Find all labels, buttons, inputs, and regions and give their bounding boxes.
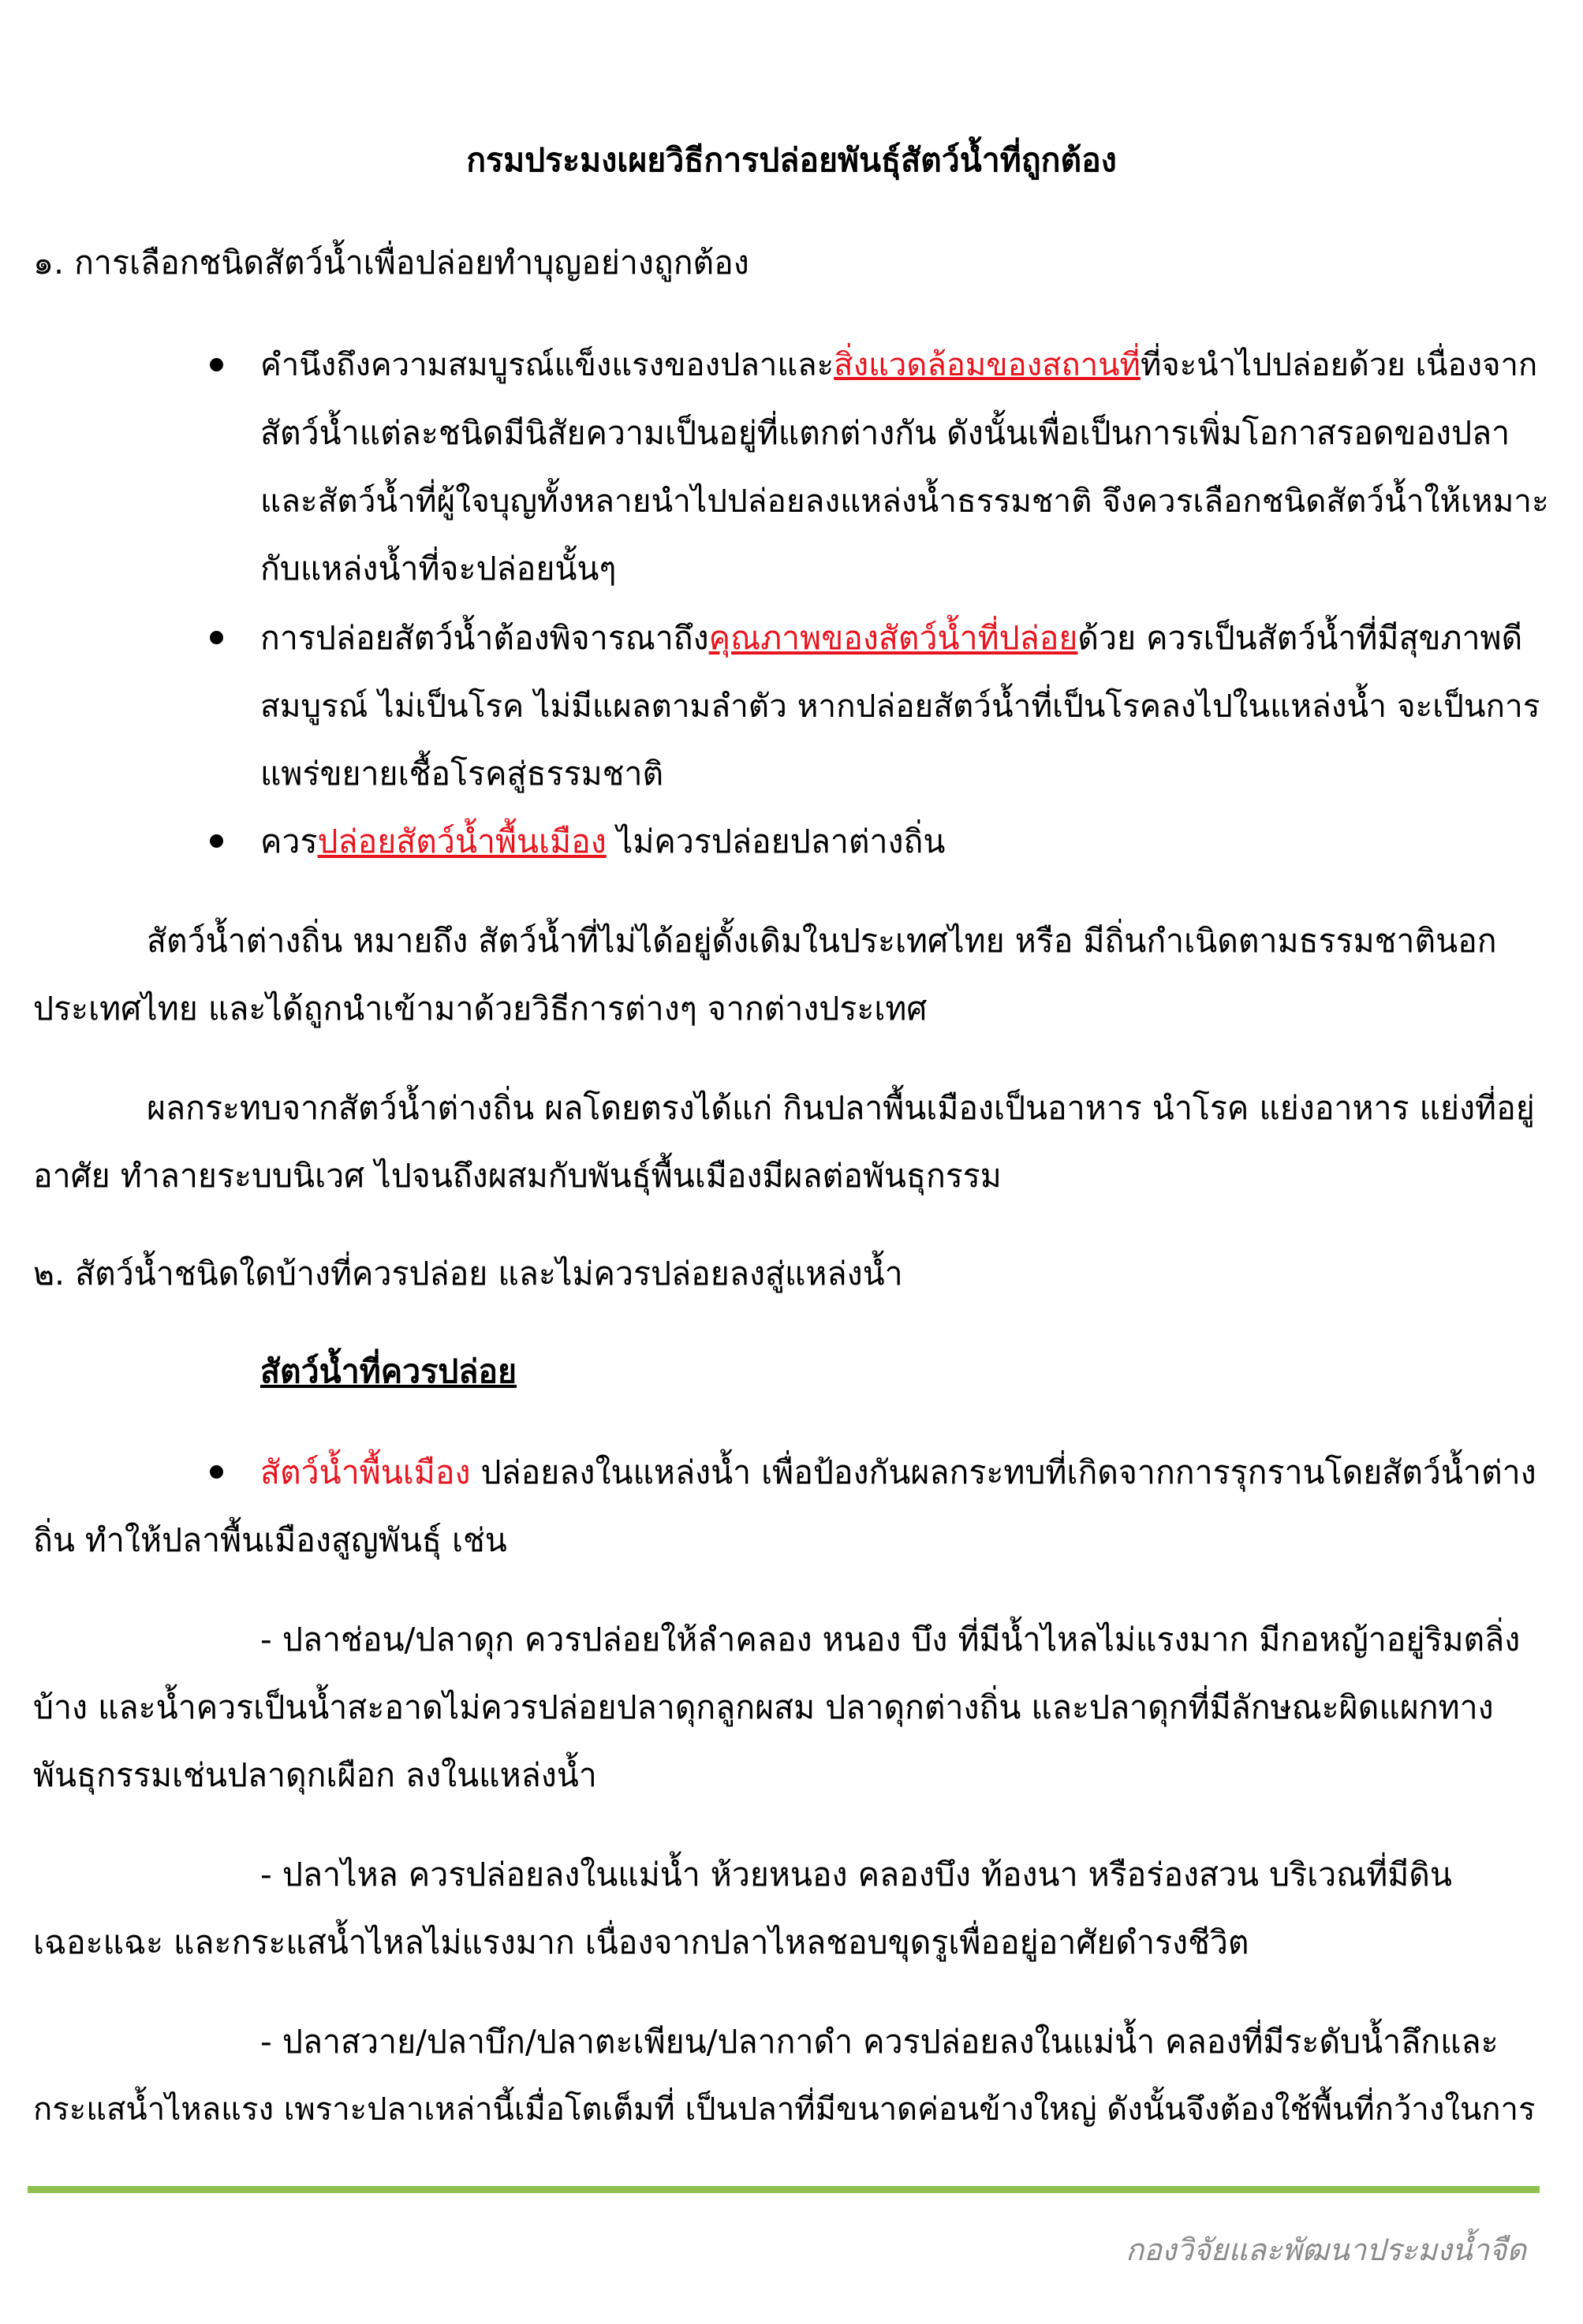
native-bullet-line-2: ถิ่น ทำให้ปลาพื้นเมืองสูญพันธุ์ เช่น — [33, 1521, 507, 1559]
text: ไม่ควรปล่อยปลาต่างถิ่น — [606, 823, 946, 860]
text: ควร — [260, 823, 318, 860]
item-3-line-1: - ปลาสวาย/ปลาบึก/ปลาตะเพียน/ปลากาดำ ควรปล่อยลงในแม่น้ำ คลองที่มีระดับน้ำลึกและ — [260, 2023, 1499, 2061]
paragraph-1-line-2: ประเทศไทย และได้ถูกนำเข้ามาด้วยวิธีการต่างๆ จากต่างประเทศ — [33, 990, 928, 1028]
bullet-2-line-3: แพร่ขยายเชื้อโรคสู่ธรรมชาติ — [260, 755, 664, 793]
bullet-1-line-2: สัตว์น้ำแต่ละชนิดมีนิสัยความเป็นอยู่ที่แตกต่างกัน ดังนั้นเพื่อเป็นการเพิ่มโอกาสรอดของปลา — [260, 414, 1510, 452]
paragraph-1-line-1: สัตว์น้ำต่างถิ่น หมายถึง สัตว์น้ำที่ไม่ได้อยู่ดั้งเดิมในประเทศไทย หรือ มีถิ่นกำเนิดตามธรรมชาตินอก — [147, 922, 1497, 960]
bullet-dot — [210, 1465, 223, 1479]
footer-department: กองวิจัยและพัฒนาประมงน้ำจืด — [1126, 2233, 1526, 2267]
bullet-1-line-1 — [260, 331, 1537, 399]
bullet-1-line-4: กับแหล่งน้ำที่จะปล่อยนั้นๆ — [260, 550, 617, 588]
quality-link[interactable]: คุณภาพของสัตว์น้ำที่ปล่อย — [708, 619, 1078, 657]
bullet-dot — [210, 358, 223, 371]
native-species-link[interactable]: ปล่อยสัตว์น้ำพื้นเมือง — [317, 823, 607, 860]
item-1-line-1: - ปลาช่อน/ปลาดุก ควรปล่อยให้ลำคลอง หนอง บึง ที่มีน้ำไหลไม่แรงมาก มีกอหญ้าอยู่ริมตลิ่ง — [260, 1621, 1521, 1658]
item-2-line-2: เฉอะแฉะ และกระแสน้ำไหลไม่แรงมาก เนื่องจากปลาไหลชอบขุดรูเพื่ออยู่อาศัยดำรงชีวิต — [33, 1923, 1249, 1961]
text: ด้วย ควรเป็นสัตว์น้ำที่มีสุขภาพดี — [1077, 619, 1523, 657]
item-1-line-2: บ้าง และน้ำควรเป็นน้ำสะอาดไม่ควรปล่อยปลาดุกลูกผสม ปลาดุกต่างถิ่น และปลาดุกที่มีลักษณะผิดแผกทาง — [33, 1688, 1494, 1726]
environment-link[interactable]: สิ่งแวดล้อมของสถานที่ — [834, 347, 1141, 383]
section-1-heading: ๑. การเลือกชนิดสัตว์น้ำเพื่อปล่อยทำบุญอย่างถูกต้อง — [33, 244, 749, 282]
document-title: กรมประมงเผยวิธีการปล่อยพันธุ์สัตว์น้ำที่ถูกต้อง — [466, 141, 1117, 179]
item-3-line-2: กระแสน้ำไหลแรง เพราะปลาเหล่านี้เมื่อโตเต็มที่ เป็นปลาที่มีขนาดค่อนข้างใหญ่ ดังนั้นจึงต้องใช้พื้นที่กว้างในการ — [33, 2091, 1536, 2128]
section-2-subheading: สัตว์น้ำที่ควรปล่อย — [260, 1352, 517, 1390]
text: ปล่อยลงในแหล่งน้ำ เพื่อป้องกันผลกระทบที่เกิดจากการรุกรานโดยสัตว์น้ำต่าง — [470, 1453, 1536, 1491]
bullet-3-line-1 — [260, 808, 945, 875]
section-2-heading: ๒. สัตว์น้ำชนิดใดบ้างที่ควรปล่อย และไม่ควรปล่อยลงสู่แหล่งน้ำ — [33, 1255, 903, 1293]
footer-rule — [28, 2186, 1540, 2193]
item-2-line-1: - ปลาไหล ควรปล่อยลงในแม่น้ำ ห้วยหนอง คลองบึง ท้องนา หรือร่องสวน บริเวณที่มีดิน — [260, 1856, 1452, 1893]
text: คำนึงถึงความสมบูรณ์แข็งแรงของปลาและ — [260, 347, 834, 383]
bullet-dot — [210, 631, 223, 644]
paragraph-2-line-1: ผลกระทบจากสัตว์น้ำต่างถิ่น ผลโดยตรงได้แก่ กินปลาพื้นเมืองเป็นอาหาร นำโรค แย่งอาหาร แย่งที่อยู่ — [147, 1089, 1535, 1127]
bullet-2-line-1 — [260, 604, 1522, 672]
native-species-label: สัตว์น้ำพื้นเมือง — [260, 1453, 471, 1491]
text: การปล่อยสัตว์น้ำต้องพิจารณาถึง — [260, 619, 709, 657]
text: ที่จะนำไปปล่อยด้วย เนื่องจาก — [1140, 347, 1538, 383]
bullet-1-line-3: และสัตว์น้ำที่ผู้ใจบุญทั้งหลายนำไปปล่อยลงแหล่งน้ำธรรมชาติ จึงควรเลือกชนิดสัตว์น้ำให้เหมาะ — [260, 482, 1549, 520]
bullet-dot — [210, 834, 223, 848]
item-1-line-3: พันธุกรรมเช่นปลาดุกเผือก ลงในแหล่งน้ำ — [33, 1756, 597, 1794]
native-bullet-line-1 — [260, 1438, 1536, 1506]
paragraph-2-line-2: อาศัย ทำลายระบบนิเวศ ไปจนถึงผสมกับพันธุ์พื้นเมืองมีผลต่อพันธุกรรม — [33, 1157, 1002, 1195]
bullet-2-line-2: สมบูรณ์ ไม่เป็นโรค ไม่มีแผลตามลำตัว หากปล่อยสัตว์น้ำที่เป็นโรคลงไปในแหล่งน้ำ จะเป็นการ — [260, 687, 1540, 725]
